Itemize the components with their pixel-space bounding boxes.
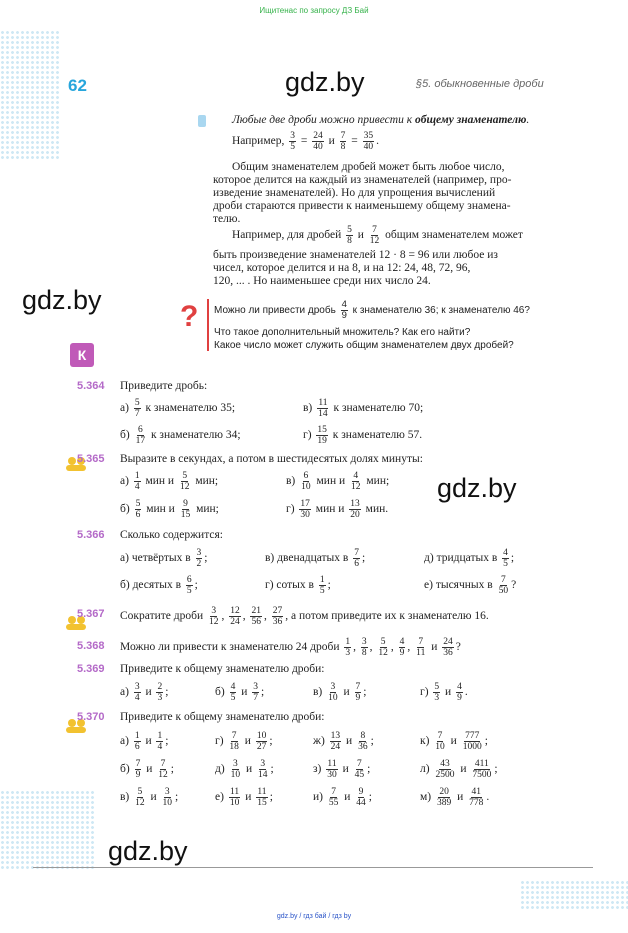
paragraph-line: быть произведение знаменателей 12 · 8 = 96 или любое из [213,249,498,261]
exercise-text: Можно ли привести к знаменателю 24 дроби $\frac{1}{3}$ , $\frac{3}{8}$ , $\frac{5}{12}$ , $\frac{4}{9}$ , $\frac{7}{11}$ и $\frac{24}{36}$ ? [120,637,461,658]
exercise-item: в) $\frac{3}{10}$ и $\frac{7}{9}$ ; [313,682,367,703]
footer-links: gdz.by / гдз бай / гдз by [276,913,352,920]
exercise-item: б) $\frac{5}{6}$ мин и $\frac{9}{15}$ мин; [120,499,219,520]
exercise-title: Сколько содержится: [120,529,223,541]
exercise-item: е) $\frac{11}{10}$ и $\frac{11}{15}$ ; [215,787,273,808]
paragraph-line: Общим знаменателем дробей может быть любое число, [232,161,505,173]
exercise-title: Выразите в секундах, а потом в шестидесятых долях минуты: [120,453,423,465]
paragraph-line: чисел, которое делится и на 8, и на 12: 24, 48, 72, 96, [213,262,471,274]
dot-pattern [0,790,95,870]
exercise-item: в) $\frac{5}{12}$ и $\frac{3}{10}$ ; [120,787,179,808]
exercise-text: Сократите дроби $\frac{3}{12}$ , $\frac{12}{24}$ , $\frac{21}{56}$ , $\frac{27}{36}$ , а потом приведите их к знаменателю 16. [120,606,489,627]
paragraph-line: дроби стараются привести к наименьшему общему знамена- [213,200,511,212]
question-3: Какое число может служить общим знаменателем двух дробей? [214,340,514,351]
exercise-number: 5.370 [77,711,105,723]
exercise-item: к) $\frac{7}{10}$ и $\frac{777}{1000}$ ; [420,731,488,752]
paragraph-example: Например, для дробей $\frac{5}{8}$ и $\frac{7}{12}$ общим знаменателем может [232,225,523,246]
exercise-number: 5.367 [77,608,105,620]
exercise-item: ж) $\frac{13}{24}$ и $\frac{8}{36}$ ; [313,731,374,752]
exercise-item: г) $\frac{15}{19}$ к знаменателю 57. [303,425,423,446]
exercise-item: б) десятых в $\frac{6}{5}$ ; [120,575,198,596]
question-2: Что такое дополнительный множитель? Как его найти? [214,327,471,338]
exercise-item: в) двенадцатых в $\frac{7}{6}$ ; [265,548,366,569]
exercise-item: б) $\frac{4}{5}$ и $\frac{3}{7}$ ; [215,682,265,703]
question-mark-icon: ? [180,300,199,333]
exercise-item: б) $\frac{6}{17}$ к знаменателю 34; [120,425,241,446]
exercise-item: а) $\frac{5}{7}$ к знаменателю 35; [120,398,236,419]
exercise-title: Приведите дробь: [120,380,208,392]
question-1: Можно ли привести дробь $\frac{4}{9}$ к знаменателю 36; к знаменателю 46? [214,299,530,321]
watermark: gdz.by [108,836,188,866]
exercise-item: м) $\frac{20}{389}$ и $\frac{41}{778}$ . [420,787,490,808]
exercise-number: 5.365 [77,453,105,465]
exercise-item: д) $\frac{3}{10}$ и $\frac{3}{14}$ ; [215,759,274,780]
exercise-item: а) $\frac{1}{6}$ и $\frac{1}{4}$ ; [120,731,169,752]
dot-pattern [520,880,628,910]
rule-example: Например, $\frac{3}{5}$ = $\frac{24}{40}$ и $\frac{7}{8}$ = $\frac{35}{40}$ . [232,131,379,152]
exercise-item: д) тридцатых в $\frac{4}{5}$ ; [424,548,515,569]
watermark: gdz.by [22,285,102,315]
exercise-item: л) $\frac{43}{2500}$ и $\frac{411}{7500}$ ; [420,759,498,780]
paragraph-line: которое делится на каждый из знаменателей (например, про- [213,174,512,186]
paragraph-line: 120, ... . Но наименьшее среди них число 24. [213,275,431,287]
exercise-item: а) $\frac{1}{4}$ мин и $\frac{5}{12}$ мин; [120,471,219,492]
exercise-item: з) $\frac{11}{30}$ и $\frac{7}{45}$ ; [313,759,371,780]
dot-pattern [0,30,60,160]
exercise-item: в) $\frac{6}{10}$ мин и $\frac{4}{12}$ мин; [286,471,390,492]
k-badge-icon: К [70,343,94,367]
page-divider [33,867,593,868]
page-number: 62 [68,76,87,95]
exercise-number: 5.369 [77,663,105,675]
exercise-number: 5.368 [77,640,105,652]
question-bar [207,299,209,351]
exercise-item: а) $\frac{3}{4}$ и $\frac{2}{3}$ ; [120,682,169,703]
exercise-item: г) $\frac{5}{3}$ и $\frac{4}{9}$ . [420,682,468,703]
rule-statement: Любые две дроби можно привести к общему знаменателю. [232,114,530,126]
exercise-item: г) сотых в $\frac{1}{5}$ ; [265,575,331,596]
exercise-item: е) тысячных в $\frac{7}{50}$ ? [424,575,517,596]
exercise-title: Приведите к общему знаменателю дроби: [120,711,325,723]
paragraph-line: изведение знаменателей). Но для упрощения вычислений [213,187,496,199]
exercise-title: Приведите к общему знаменателю дроби: [120,663,325,675]
exercise-number: 5.364 [77,380,105,392]
exercise-number: 5.366 [77,529,105,541]
section-title: §5. обыкновенные дроби [416,78,544,90]
exercise-item: г) $\frac{17}{30}$ мин и $\frac{13}{20}$ мин. [286,499,389,520]
exercise-item: в) $\frac{11}{14}$ к знаменателю 70; [303,398,424,419]
exercise-item: и) $\frac{7}{55}$ и $\frac{9}{44}$ ; [313,787,372,808]
top-note: Ищитенас по запросу ДЗ Бай [259,6,369,15]
exercise-item: г) $\frac{7}{18}$ и $\frac{10}{27}$ ; [215,731,273,752]
exercise-item: а) четвёртых в $\frac{3}{2}$ ; [120,548,208,569]
paragraph-line: телю. [213,213,241,225]
watermark: gdz.by [437,473,517,503]
rule-marker-icon [198,115,206,127]
exercise-item: б) $\frac{7}{9}$ и $\frac{7}{12}$ ; [120,759,174,780]
watermark: gdz.by [285,67,365,97]
